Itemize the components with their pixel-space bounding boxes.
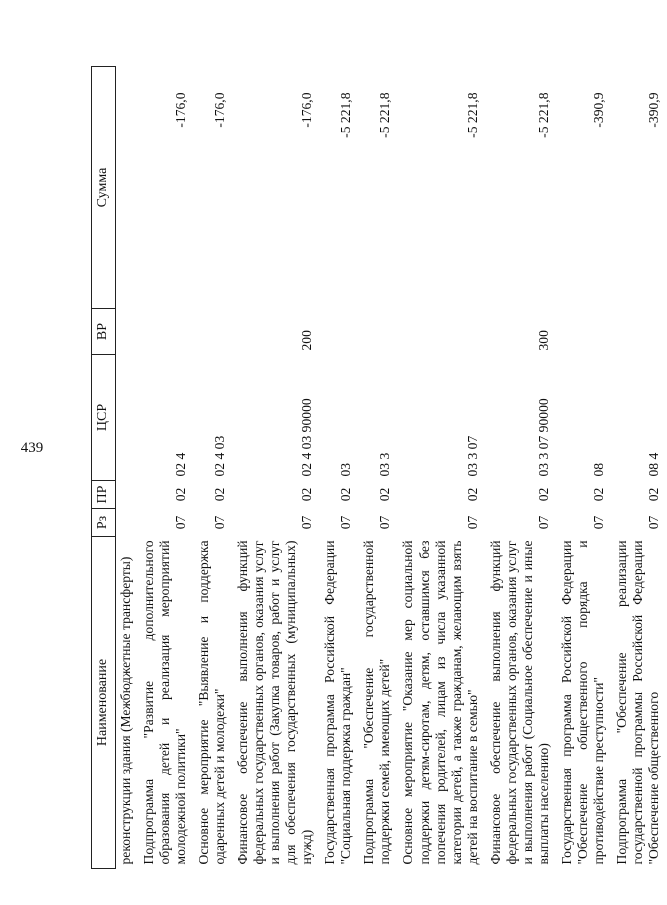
cell-sum: -176,0 — [212, 92, 228, 128]
table-row — [320, 67, 359, 869]
cell-vr — [359, 309, 398, 355]
cell-vr — [320, 309, 359, 355]
cell-vr — [139, 309, 194, 355]
cell-name: Государственная программа Российской Федерации "Социальная поддержка граждан" — [322, 540, 354, 865]
cell-rz: 07 — [212, 515, 228, 530]
cell-name: Финансовое обеспечение выполнения функций федеральных государственных органов, оказания услуг и выполнения работ (Закупка товаров, работ и услуг для обеспечения государственных (муниципальных) нужд) — [235, 540, 315, 865]
cell-csr: 03 3 — [377, 452, 393, 477]
cell-csr — [116, 355, 140, 481]
cell-sum: -5 221,8 — [338, 92, 354, 138]
cell-csr: 03 — [338, 462, 354, 477]
cell-rz: 07 — [173, 515, 189, 530]
table-header-row — [92, 67, 116, 869]
table-row — [398, 67, 485, 869]
cell-vr — [194, 309, 233, 355]
cell-pr: 02 — [590, 487, 606, 502]
table-row — [557, 67, 612, 869]
cell-sum — [116, 67, 140, 309]
cell-csr: 02 4 — [173, 452, 189, 477]
cell-csr: 02 4 03 90000 — [299, 398, 315, 477]
cell-sum: -5 221,8 — [535, 92, 551, 138]
cell-pr: 02 — [338, 487, 354, 502]
cell-sum: -5 221,8 — [464, 92, 480, 138]
cell-sum: -390,9 — [590, 92, 606, 128]
cell-pr: 02 — [377, 487, 393, 502]
table-row — [233, 67, 320, 869]
cell-csr: 02 4 03 — [212, 435, 228, 477]
cell-csr: 08 4 — [645, 452, 661, 477]
cell-pr: 02 — [212, 487, 228, 502]
table-row — [116, 67, 140, 869]
header-sum: Сумма — [92, 67, 116, 309]
cell-pr: 02 — [645, 487, 661, 502]
cell-csr: 03 3 07 90000 — [535, 398, 551, 477]
budget-table — [91, 66, 667, 869]
table-row — [359, 67, 398, 869]
table-row — [612, 67, 667, 869]
header-name: Наименование — [92, 537, 116, 869]
cell-name: Основное мероприятие "Оказание мер социальной поддержки детям-сиротам, детям, оставшимся без попечения родителей, лицам из числа указанной категории детей, а также гражданам, желающим взять детей на воспитание в семью" — [400, 540, 480, 865]
cell-name: реконструкции здания (Межбюджетные трансферты) — [118, 556, 133, 865]
cell-rz: 07 — [535, 515, 551, 530]
cell-name: Основное мероприятие "Выявление и поддержка одаренных детей и молодежи" — [196, 540, 228, 865]
cell-pr: 02 — [535, 487, 551, 502]
cell-csr: 03 3 07 — [464, 435, 480, 477]
cell-vr — [557, 309, 612, 355]
table-row — [139, 67, 194, 869]
header-vr: ВР — [92, 309, 116, 355]
cell-rz: 07 — [377, 515, 393, 530]
cell-sum: -176,0 — [173, 92, 189, 128]
cell-rz — [116, 509, 140, 537]
cell-pr: 02 — [299, 487, 315, 502]
cell-name: Подпрограмма "Обеспечение государственной поддержки семей, имеющих детей" — [361, 540, 393, 865]
cell-pr — [116, 481, 140, 509]
cell-rz: 07 — [464, 515, 480, 530]
header-rz: Рз — [92, 509, 116, 537]
table-row — [194, 67, 233, 869]
cell-sum: -390,9 — [645, 92, 661, 128]
rotated-table-page — [91, 67, 661, 869]
cell-vr — [398, 309, 485, 355]
cell-sum: -176,0 — [299, 92, 315, 128]
cell-rz: 07 — [299, 515, 315, 530]
table-row — [486, 67, 557, 869]
cell-rz: 07 — [645, 515, 661, 530]
cell-vr: 300 — [535, 330, 551, 351]
cell-name: Государственная программа Российской Федерации "Обеспечение общественного порядка и противодействие преступности" — [558, 540, 606, 865]
page-number: 439 — [20, 440, 44, 456]
cell-rz: 07 — [590, 515, 606, 530]
cell-csr: 08 — [590, 462, 606, 477]
cell-vr: 200 — [299, 330, 315, 351]
header-csr: ЦСР — [92, 355, 116, 481]
header-pr: ПР — [92, 481, 116, 509]
cell-vr — [612, 309, 667, 355]
cell-sum: -5 221,8 — [377, 92, 393, 138]
cell-name: Подпрограмма "Развитие дополнительного образования детей и реализация мероприятий молодежной политики" — [141, 540, 189, 865]
cell-pr: 02 — [173, 487, 189, 502]
cell-pr: 02 — [464, 487, 480, 502]
cell-vr — [116, 309, 140, 355]
cell-name: Подпрограмма "Обеспечение реализации государственной программы Российской Федерации "Обеспечение общественного — [613, 540, 661, 865]
cell-rz: 07 — [338, 515, 354, 530]
cell-name: Финансовое обеспечение выполнения функций федеральных государственных органов, оказания услуг и выполнения работ (Социальное обеспечение и иные выплаты населению) — [487, 540, 551, 865]
